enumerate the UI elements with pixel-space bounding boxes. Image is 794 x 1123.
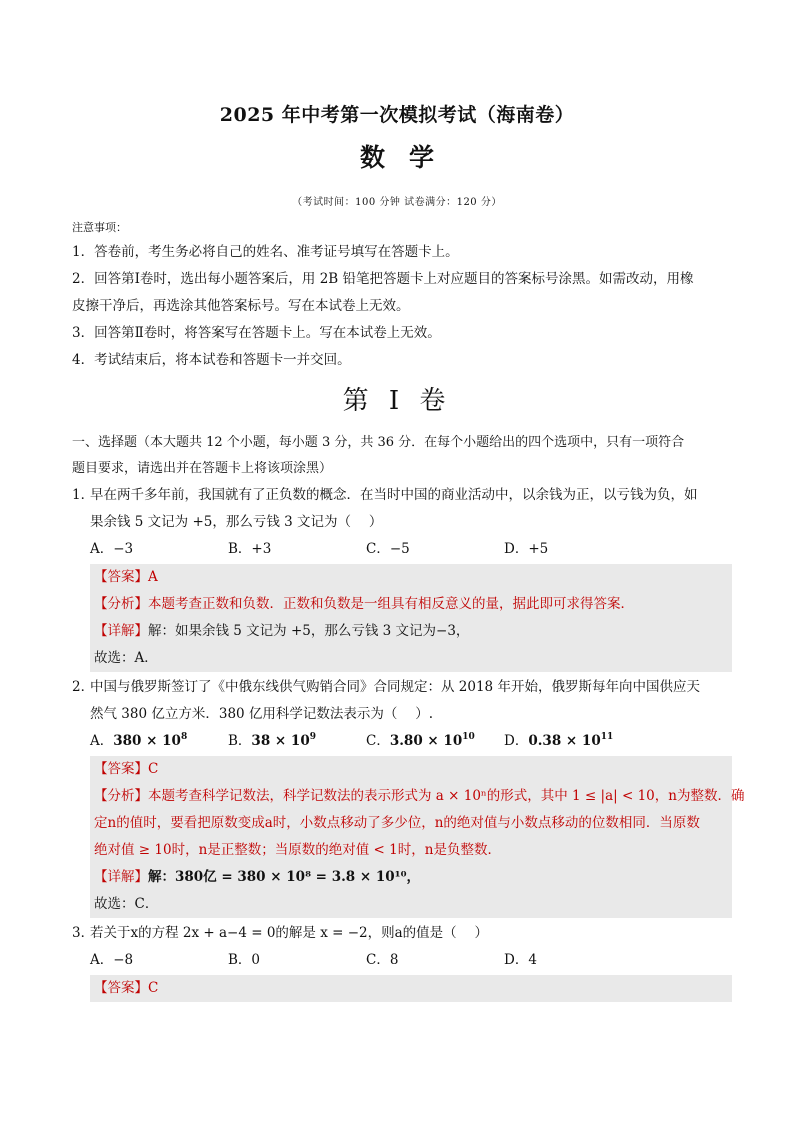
answer-value: A	[148, 569, 158, 585]
detail-text: 解：如果余钱 5 文记为 +5，那么亏钱 3 文记为−3，	[148, 623, 470, 639]
option-exponent: 9	[309, 732, 316, 742]
detail-tag: 【详解】	[94, 869, 148, 885]
exam-info: （考试时间：100 分钟 试卷满分：120 分）	[292, 197, 502, 208]
question-stem-line2: 果余钱 5 文记为 +5，那么亏钱 3 文记为（ ）	[90, 514, 383, 530]
option-c: C．8	[366, 952, 399, 968]
analysis-text-line1: 本题考查科学记数法，科学记数法的表示形式为 a × 10ⁿ的形式，其中 1 ≤ |a| < 10，n为整数．确	[148, 788, 745, 804]
question-number: 3．	[72, 925, 95, 941]
analysis-tag: 【分析】	[94, 788, 148, 804]
option-a: A．−8	[90, 952, 134, 968]
answer-tag: 【答案】	[94, 569, 148, 585]
option-exponent: 10	[462, 732, 475, 742]
question-2	[72, 674, 745, 918]
option-d: D．+5	[504, 541, 549, 557]
question-1	[72, 482, 732, 672]
note-item: 4．考试结束后，将本试卷和答题卡一并交回。	[72, 352, 351, 368]
question-number: 2．	[72, 679, 95, 695]
question-stem-line1: 早在两千多年前，我国就有了正负数的概念．在当时中国的商业活动中，以余钱为正，以亏钱为负，如	[90, 487, 698, 503]
note-item: 1．答卷前，考生务必将自己的姓名、准考证号填写在答题卡上。	[72, 244, 459, 260]
note-item: 皮擦干净后，再选涂其他答案标号。写在本试卷上无效。	[72, 298, 410, 314]
detail-text: 解：380亿 = 380 × 10⁸ = 3.8 × 10¹⁰，	[148, 869, 421, 885]
note-item: 3．回答第Ⅱ卷时，将答案写在答题卡上。写在本试卷上无效。	[72, 325, 441, 341]
subject-title: 数学	[359, 143, 458, 172]
solution-box	[90, 564, 732, 672]
question-stem-line1: 中国与俄罗斯签订了《中俄东线供气购销合同》合同规定：从 2018 年开始，俄罗斯每年向中国供应天	[90, 679, 700, 695]
option-label: D．	[504, 733, 529, 749]
analysis-tag: 【分析】	[94, 596, 148, 612]
analysis-text: 本题考查正数和负数．正数和负数是一组具有相反意义的量，据此即可求得答案．	[148, 596, 634, 612]
section-title: 第 I 卷	[342, 386, 452, 416]
answer-value: C	[148, 980, 159, 996]
option-exponent: 8	[180, 732, 188, 742]
questions-area	[72, 430, 745, 1004]
solution-box	[90, 975, 732, 1002]
option-c	[366, 728, 504, 754]
options-row	[72, 947, 732, 973]
exam-title: 2025 年中考第一次模拟考试（海南卷）	[219, 104, 575, 126]
option-label: A．	[90, 733, 114, 749]
option-base: 380 × 10	[113, 733, 181, 749]
analysis-text-line3: 绝对值 ≥ 10时，n是正整数；当原数的绝对值 < 1时，n是负整数．	[94, 842, 501, 858]
option-b: B．0	[228, 952, 261, 968]
option-a: A．−3	[90, 541, 134, 557]
question-3	[72, 920, 732, 1002]
note-item: 2．回答第Ⅰ卷时，选出每小题答案后，用 2B 铅笔把答题卡上对应题目的答案标号涂黑。如需改动，用橡	[72, 271, 694, 287]
notes-heading: 注意事项：	[72, 221, 127, 234]
option-a	[90, 728, 228, 754]
options-row	[72, 536, 732, 562]
option-b: B．+3	[228, 541, 272, 557]
question-stem-line1: 若关于x的方程 2x + a−4 = 0的解是 x = −2，则a的值是（ ）	[90, 925, 488, 941]
option-label: B．	[228, 733, 252, 749]
section-instructions-line1: 一、选择题（本大题共 12 个小题，每小题 3 分，共 36 分．在每个小题给出的四个选项中，只有一项符合	[72, 435, 685, 450]
option-base: 3.80 × 10	[389, 733, 463, 749]
answer-value: C	[148, 761, 159, 777]
option-d: D．4	[504, 952, 537, 968]
conclusion-text: 故选：A．	[94, 650, 158, 666]
option-d	[504, 728, 642, 754]
question-stem-line2: 然气 380 亿立方米．380 亿用科学记数法表示为（ ）.	[90, 706, 433, 722]
option-label: C．	[366, 733, 390, 749]
option-base: 0.38 × 10	[528, 733, 601, 749]
option-exponent: 11	[600, 732, 614, 742]
option-base: 38 × 10	[251, 733, 310, 749]
answer-tag: 【答案】	[94, 761, 148, 777]
question-number: 1．	[72, 487, 95, 503]
answer-tag: 【答案】	[94, 980, 148, 996]
conclusion-text: 故选：C．	[94, 896, 159, 912]
solution-box	[90, 756, 745, 918]
notes-block	[72, 219, 732, 374]
detail-tag: 【详解】	[94, 623, 148, 639]
section-instructions-line2: 题目要求，请选出并在答题卡上将该项涂黑）	[72, 461, 333, 476]
option-c: C．−5	[366, 541, 410, 557]
option-b	[228, 728, 366, 754]
analysis-text-line2: 定n的值时，要看把原数变成a时，小数点移动了多少位，n的绝对值与小数点移动的位数相同．当原数	[94, 815, 700, 831]
options-row	[72, 728, 732, 754]
